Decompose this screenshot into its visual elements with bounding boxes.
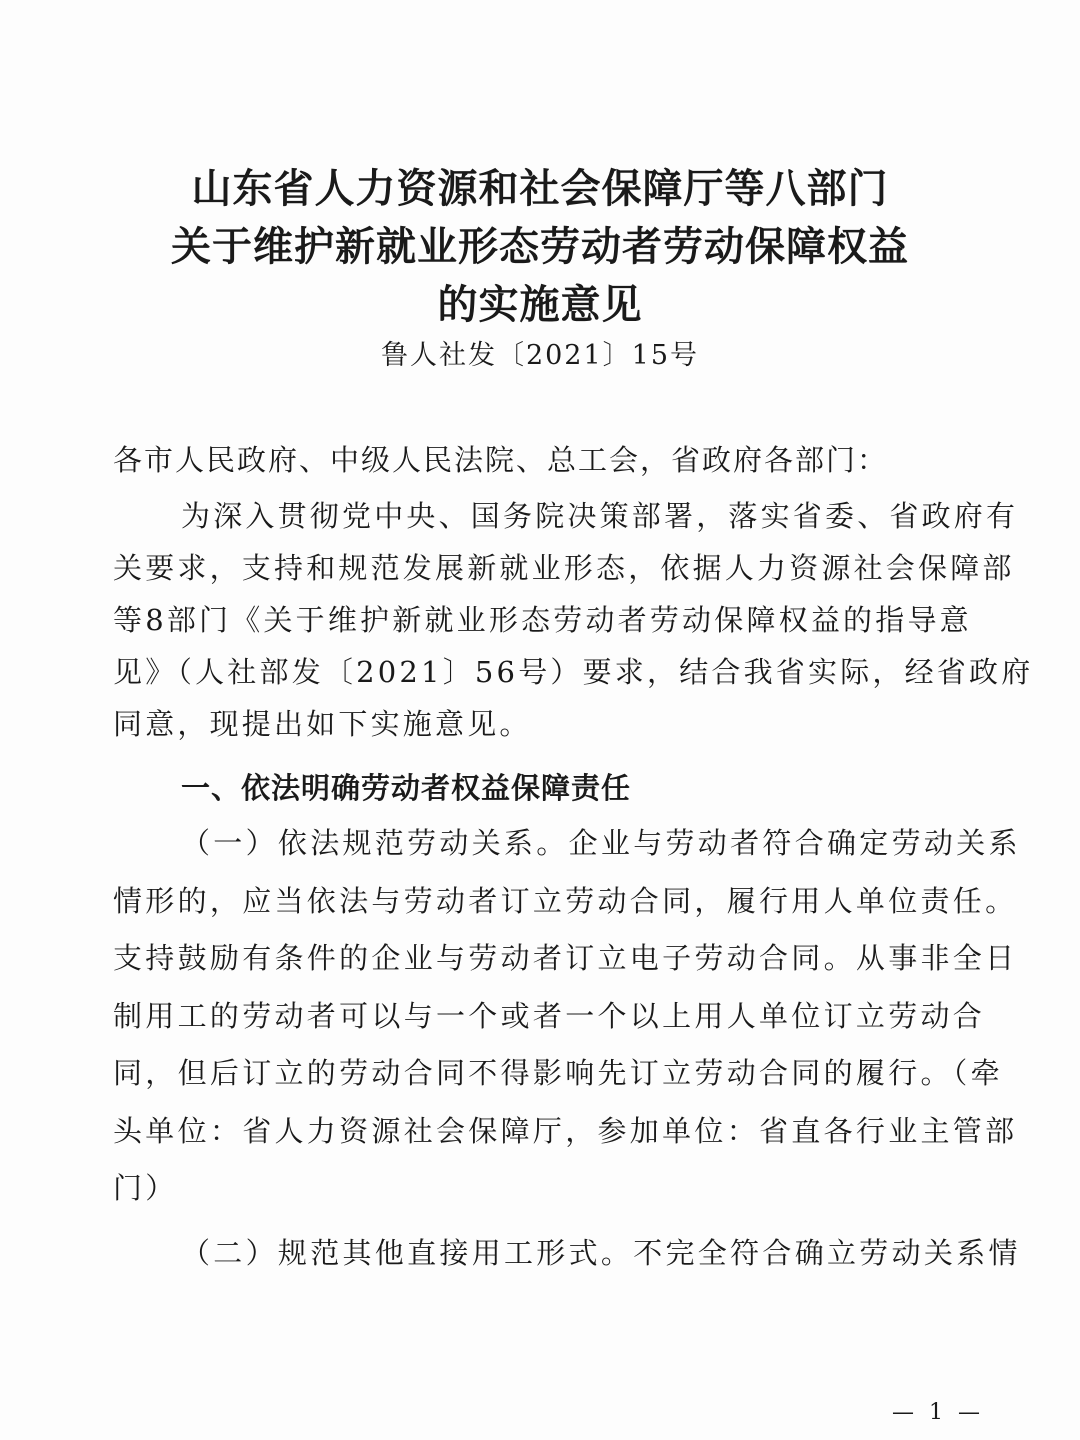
paragraph-line: 情形的，应当依法与劳动者订立劳动合同，履行用人单位责任。 <box>113 883 1018 918</box>
paragraph-line: 同，但后订立的劳动合同不得影响先订立劳动合同的履行。（牵 <box>113 1056 1003 1090</box>
recipients-line: 各市人民政府、中级人民法院、总工会，省政府各部门： <box>113 443 889 477</box>
paragraph-line: 门） <box>113 1171 178 1205</box>
section-heading: 一、依法明确劳动者权益保障责任 <box>181 771 632 805</box>
paragraph-line: 头单位：省人力资源社会保障厅，参加单位：省直各行业主管部 <box>113 1113 1018 1148</box>
paragraph-line: 支持鼓励有条件的企业与劳动者订立电子劳动合同。从事非全日 <box>113 941 1018 975</box>
intro-paragraph <box>113 490 1034 750</box>
title-line-1: 山东省人力资源和社会保障厅等八部门 <box>191 165 889 212</box>
paragraph-line: 为深入贯彻党中央、国务院决策部署，落实省委、省政府有 <box>181 499 1019 533</box>
document-number: 鲁人社发〔2021〕15号 <box>380 340 700 371</box>
paragraph-line: 制用工的劳动者可以与一个或者一个以上用人单位订立劳动合 <box>113 998 986 1033</box>
paragraph-line: 同意，现提出如下实施意见。 <box>113 707 532 741</box>
title-line-2: 关于维护新就业形态劳动者劳动保障权益 <box>171 223 909 270</box>
document-title <box>0 160 1080 334</box>
title-line-3: 的实施意见 <box>437 281 643 328</box>
paragraph-line: 等8部门《关于维护新就业形态劳动者劳动保障权益的指导意 <box>113 603 972 637</box>
page-number: — 1 — <box>892 1400 984 1425</box>
paragraph-line: （二）规范其他直接用工形式。不完全符合确立劳动关系情 <box>181 1236 1021 1270</box>
item-2-paragraph <box>113 1227 1021 1279</box>
paragraph-line: （一）依法规范劳动关系。企业与劳动者符合确定劳动关系 <box>181 826 1021 860</box>
paragraph-line: 见》（人社部发〔2021〕56号）要求，结合我省实际，经省政府 <box>113 655 1034 689</box>
paragraph-line: 关要求，支持和规范发展新就业形态，依据人力资源社会保障部 <box>113 551 1015 585</box>
item-1-paragraph <box>113 815 1021 1218</box>
